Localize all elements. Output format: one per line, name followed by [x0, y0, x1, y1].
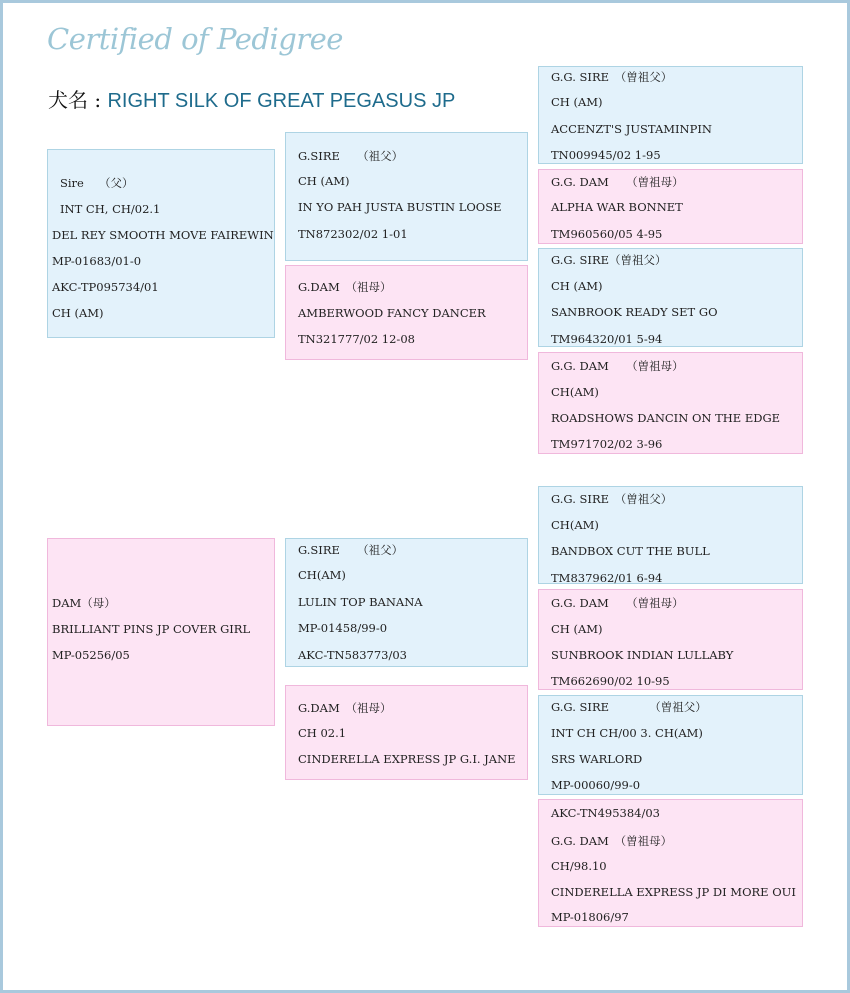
dam-name: BRILLIANT PINS JP COVER GIRL [52, 622, 251, 636]
gg-name: ALPHA WAR BONNET [551, 200, 683, 214]
gg-reg: TN009945/02 1-95 [551, 148, 661, 162]
dam-box [47, 538, 275, 726]
gsire-heading: G.SIRE （祖父） [298, 543, 404, 557]
gg-sire-box-7 [538, 695, 803, 795]
sire-reg: MP-01683/01-0 [52, 254, 142, 268]
gsire-name: IN YO PAH JUSTA BUSTIN LOOSE [298, 200, 502, 214]
sire-champ: CH (AM) [52, 306, 104, 320]
gg-dam-box-6 [538, 589, 803, 690]
gsire-name: LULIN TOP BANANA [298, 595, 423, 609]
gg-dam-box-8 [538, 799, 803, 927]
gg-heading: G.G. SIRE（曽祖父） [551, 253, 667, 267]
gdam-title: CH 02.1 [298, 726, 347, 740]
gg-reg: TM964320/01 5-94 [551, 332, 663, 346]
gg-title: CH (AM) [551, 622, 603, 636]
gg-title: CH(AM) [551, 518, 599, 532]
sire-gdam-box [285, 265, 528, 360]
gsire-title: CH(AM) [298, 568, 346, 582]
gg-title: INT CH CH/00 3. CH(AM) [551, 726, 703, 740]
dog-name: RIGHT SILK OF GREAT PEGASUS JP [107, 90, 456, 112]
gsire-akc: AKC-TN583773/03 [298, 648, 408, 662]
gdam-name: AMBERWOOD FANCY DANCER [298, 306, 486, 320]
gg-reg: TM971702/02 3-96 [551, 437, 663, 451]
gg-name: CINDERELLA EXPRESS JP DI MORE OUI [551, 885, 796, 899]
gg-name: BANDBOX CUT THE BULL [551, 544, 710, 558]
gg-heading: G.G. DAM （曽祖母） [551, 175, 684, 189]
gg-akc: AKC-TN495384/03 [551, 806, 661, 820]
gg-heading: G.G. SIRE （曽祖父） [551, 70, 673, 84]
gg-reg: MP-01806/97 [551, 910, 629, 924]
gg-reg: TM960560/05 4-95 [551, 227, 663, 241]
dam-reg: MP-05256/05 [52, 648, 130, 662]
gg-sire-box-1 [538, 66, 803, 164]
gg-dam-box-4 [538, 352, 803, 454]
gsire-reg: MP-01458/99-0 [298, 621, 388, 635]
gg-reg: MP-00060/99-0 [551, 778, 641, 792]
sire-gsire-box [285, 132, 528, 261]
gg-reg: TM837962/01 6-94 [551, 571, 663, 585]
sire-name: DEL REY SMOOTH MOVE FAIREWIN [52, 228, 274, 242]
gg-title: CH (AM) [551, 279, 603, 293]
gg-title: CH/98.10 [551, 859, 607, 873]
gg-heading: G.G. SIRE （曽祖父） [551, 492, 673, 506]
gg-title: CH (AM) [551, 95, 603, 109]
sire-heading: Sire （父） [60, 176, 134, 190]
gdam-name: CINDERELLA EXPRESS JP G.I. JANE [298, 752, 516, 766]
gg-sire-box-3 [538, 248, 803, 347]
dam-gdam-box [285, 685, 528, 780]
gg-name: SRS WARLORD [551, 752, 643, 766]
gg-heading: G.G. DAM （曽祖母） [551, 359, 684, 373]
gg-name: SANBROOK READY SET GO [551, 305, 718, 319]
gg-reg: TM662690/02 10-95 [551, 674, 670, 688]
gg-heading: G.G. DAM （曽祖母） [551, 834, 673, 848]
certificate-title: Certified of Pedigree [47, 22, 343, 56]
gsire-title: CH (AM) [298, 174, 350, 188]
gg-heading: G.G. SIRE （曽祖父） [551, 700, 707, 714]
sire-box [47, 149, 275, 338]
dog-name-label: 犬名 : [48, 88, 108, 112]
dog-name-line [48, 84, 455, 113]
gg-sire-box-5 [538, 486, 803, 584]
gdam-heading: G.DAM （祖母） [298, 280, 392, 294]
gg-heading: G.G. DAM （曽祖母） [551, 596, 684, 610]
gdam-heading: G.DAM （祖母） [298, 701, 392, 715]
dam-gsire-box [285, 538, 528, 667]
sire-title: INT CH, CH/02.1 [60, 202, 161, 216]
gsire-heading: G.SIRE （祖父） [298, 149, 404, 163]
gg-dam-box-2 [538, 169, 803, 244]
gdam-reg: TN321777/02 12-08 [298, 332, 415, 346]
sire-akc: AKC-TP095734/01 [52, 280, 159, 294]
dam-heading: DAM（母） [52, 596, 116, 610]
gg-name: SUNBROOK INDIAN LULLABY [551, 648, 734, 662]
gsire-reg: TN872302/02 1-01 [298, 227, 408, 241]
gg-name: ROADSHOWS DANCIN ON THE EDGE [551, 411, 781, 425]
gg-name: ACCENZT'S JUSTAMINPIN [551, 122, 712, 136]
gg-title: CH(AM) [551, 385, 599, 399]
